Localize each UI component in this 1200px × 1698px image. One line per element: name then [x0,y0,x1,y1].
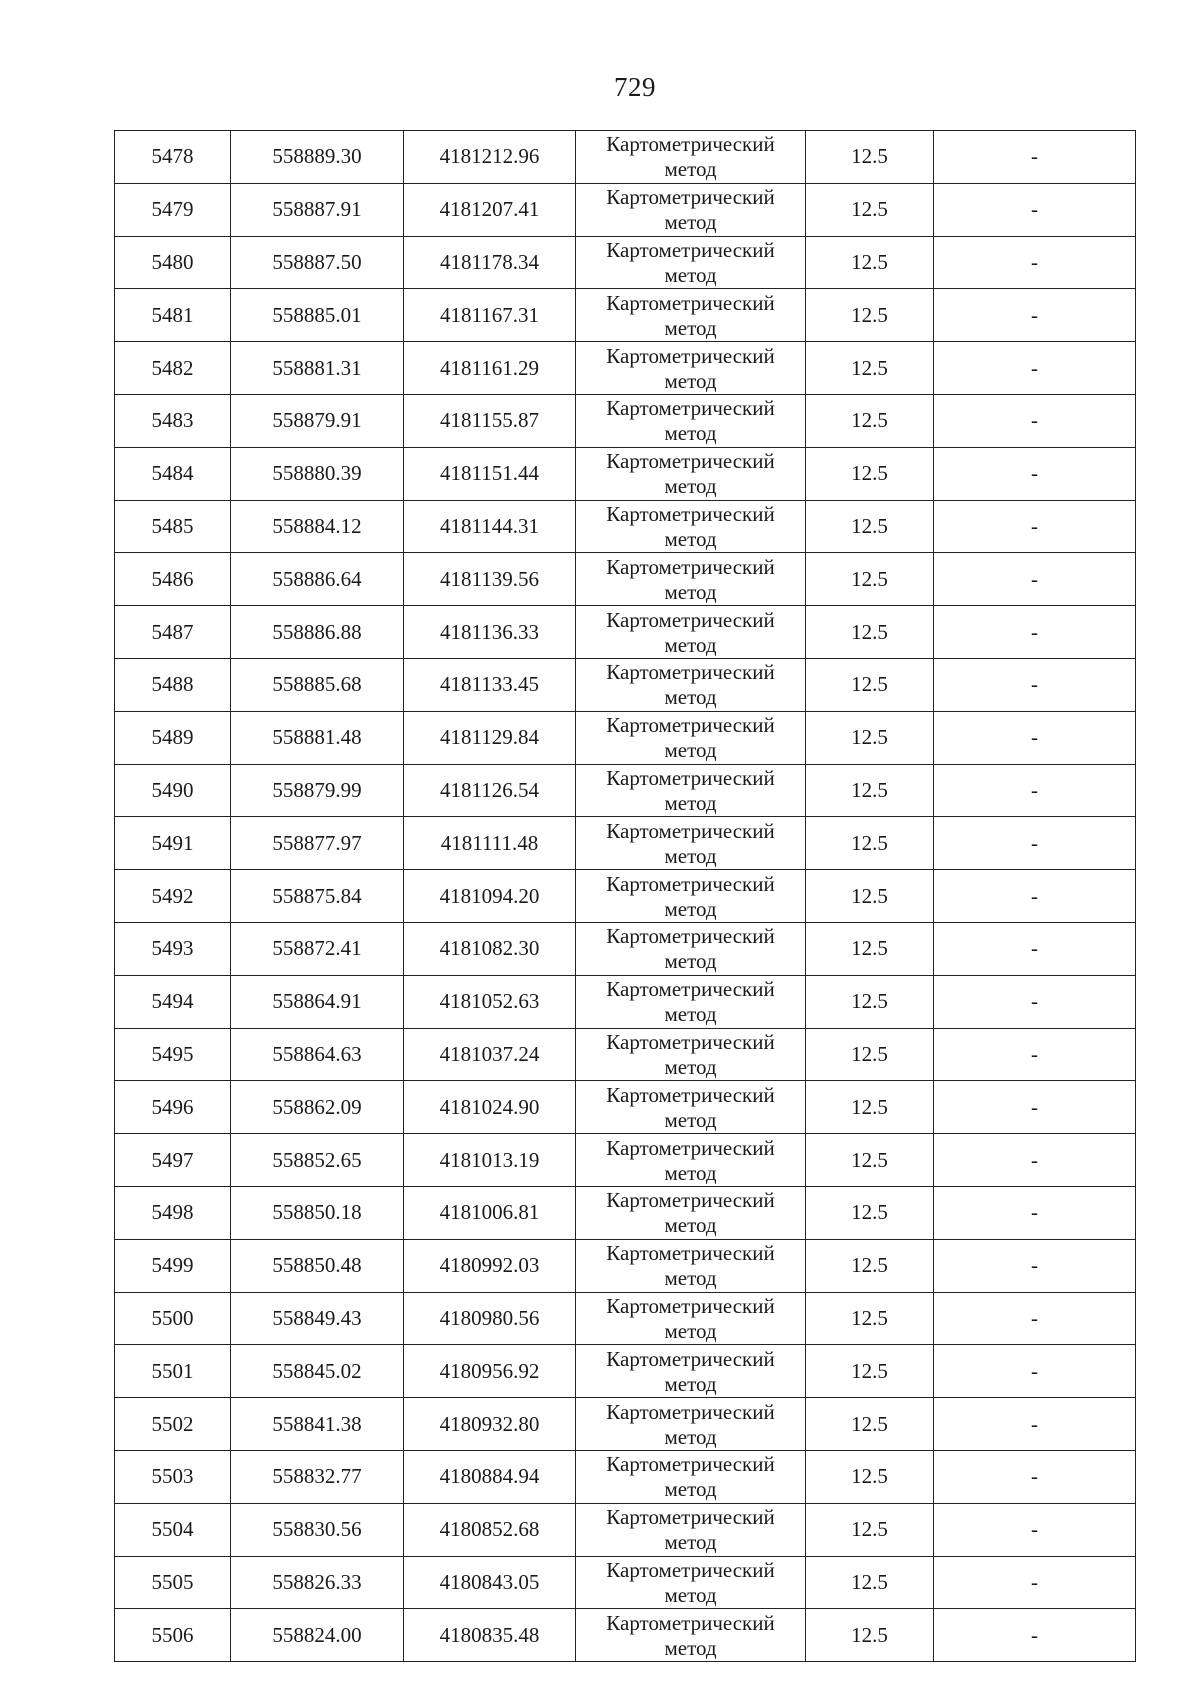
y-coordinate-cell: 4180992.03 [404,1239,576,1292]
method-line: метод [664,1530,717,1555]
accuracy-cell: 12.5 [806,289,934,342]
point-number-cell: 5497 [115,1134,231,1187]
y-coordinate-cell: 4181111.48 [404,817,576,870]
method-line: Картометрический [606,1610,775,1635]
y-coordinate-cell: 4181013.19 [404,1134,576,1187]
point-number-cell: 5492 [115,870,231,923]
y-coordinate-cell: 4181167.31 [404,289,576,342]
point-number-cell: 5483 [115,394,231,447]
accuracy-cell: 12.5 [806,1450,934,1503]
table-row [115,1609,1136,1662]
method-line: метод [664,632,717,657]
y-coordinate-cell: 4181126.54 [404,764,576,817]
method-line: метод [664,843,717,868]
accuracy-cell: 12.5 [806,1081,934,1134]
point-number-cell: 5502 [115,1398,231,1451]
x-coordinate-cell: 558864.91 [231,975,404,1028]
y-coordinate-cell: 4181161.29 [404,342,576,395]
y-coordinate-cell: 4180956.92 [404,1345,576,1398]
method-cell [576,1556,806,1609]
note-cell: - [934,447,1136,500]
method-cell [576,447,806,500]
method-line: Картометрический [606,237,775,262]
method-line: Картометрический [606,554,775,579]
table-row [115,500,1136,553]
point-number-cell: 5499 [115,1239,231,1292]
method-line: метод [664,1582,717,1607]
x-coordinate-cell: 558881.48 [231,711,404,764]
method-cell [576,658,806,711]
accuracy-cell: 12.5 [806,1556,934,1609]
method-cell [576,870,806,923]
method-cell [576,1609,806,1662]
point-number-cell: 5490 [115,764,231,817]
x-coordinate-cell: 558849.43 [231,1292,404,1345]
method-line: Картометрический [606,1505,775,1530]
method-cell [576,975,806,1028]
note-cell: - [934,1292,1136,1345]
method-cell [576,1345,806,1398]
method-line: Картометрический [606,871,775,896]
table-row [115,711,1136,764]
accuracy-cell: 12.5 [806,1503,934,1556]
method-cell [576,922,806,975]
note-cell: - [934,1345,1136,1398]
method-line: метод [664,526,717,551]
table-row [115,975,1136,1028]
table-row [115,606,1136,659]
accuracy-cell: 12.5 [806,1345,934,1398]
method-cell [576,1398,806,1451]
accuracy-cell: 12.5 [806,1609,934,1662]
point-number-cell: 5489 [115,711,231,764]
table-row [115,394,1136,447]
table-row [115,236,1136,289]
y-coordinate-cell: 4180980.56 [404,1292,576,1345]
accuracy-cell: 12.5 [806,1239,934,1292]
method-line: Картометрический [606,343,775,368]
method-line: метод [664,579,717,604]
x-coordinate-cell: 558886.88 [231,606,404,659]
y-coordinate-cell: 4181151.44 [404,447,576,500]
note-cell: - [934,817,1136,870]
method-line: метод [664,1371,717,1396]
method-cell [576,1239,806,1292]
method-cell [576,289,806,342]
note-cell: - [934,1134,1136,1187]
note-cell: - [934,658,1136,711]
note-cell: - [934,1556,1136,1609]
x-coordinate-cell: 558826.33 [231,1556,404,1609]
method-cell [576,1503,806,1556]
accuracy-cell: 12.5 [806,870,934,923]
point-number-cell: 5480 [115,236,231,289]
method-line: метод [664,262,717,287]
point-number-cell: 5479 [115,183,231,236]
method-line: метод [664,315,717,340]
table-row [115,1292,1136,1345]
table-row [115,658,1136,711]
y-coordinate-cell: 4181082.30 [404,922,576,975]
y-coordinate-cell: 4181094.20 [404,870,576,923]
x-coordinate-cell: 558889.30 [231,131,404,184]
accuracy-cell: 12.5 [806,342,934,395]
x-coordinate-cell: 558879.91 [231,394,404,447]
y-coordinate-cell: 4181207.41 [404,183,576,236]
y-coordinate-cell: 4181037.24 [404,1028,576,1081]
method-line: метод [664,210,717,235]
accuracy-cell: 12.5 [806,606,934,659]
table-row [115,289,1136,342]
table-row [115,553,1136,606]
method-cell [576,764,806,817]
method-cell [576,1134,806,1187]
method-cell [576,342,806,395]
method-line: метод [664,1477,717,1502]
method-line: метод [664,474,717,499]
x-coordinate-cell: 558850.18 [231,1186,404,1239]
method-line: метод [664,896,717,921]
y-coordinate-cell: 4181144.31 [404,500,576,553]
method-line: Картометрический [606,924,775,949]
point-number-cell: 5496 [115,1081,231,1134]
method-line: Картометрический [606,1029,775,1054]
y-coordinate-cell: 4181129.84 [404,711,576,764]
y-coordinate-cell: 4180852.68 [404,1503,576,1556]
method-line: метод [664,790,717,815]
method-cell [576,1450,806,1503]
method-line: Картометрический [606,977,775,1002]
method-line: метод [664,1054,717,1079]
note-cell: - [934,394,1136,447]
table-row [115,1398,1136,1451]
point-number-cell: 5485 [115,500,231,553]
method-cell [576,711,806,764]
method-line: метод [664,949,717,974]
method-line: Картометрический [606,185,775,210]
note-cell: - [934,1503,1136,1556]
method-line: метод [664,368,717,393]
method-line: Картометрический [606,1241,775,1266]
point-number-cell: 5493 [115,922,231,975]
page-number: 729 [614,72,656,102]
note-cell: - [934,553,1136,606]
method-line: Картометрический [606,818,775,843]
accuracy-cell: 12.5 [806,711,934,764]
method-cell [576,394,806,447]
note-cell: - [934,922,1136,975]
method-line: Картометрический [606,1293,775,1318]
x-coordinate-cell: 558884.12 [231,500,404,553]
method-line: Картометрический [606,1557,775,1582]
point-number-cell: 5494 [115,975,231,1028]
method-line: метод [664,1635,717,1660]
table-row [115,183,1136,236]
point-number-cell: 5478 [115,131,231,184]
note-cell: - [934,1239,1136,1292]
point-number-cell: 5488 [115,658,231,711]
x-coordinate-cell: 558864.63 [231,1028,404,1081]
accuracy-cell: 12.5 [806,500,934,553]
note-cell: - [934,1398,1136,1451]
method-line: Картометрический [606,765,775,790]
y-coordinate-cell: 4180932.80 [404,1398,576,1451]
y-coordinate-cell: 4181133.45 [404,658,576,711]
point-number-cell: 5481 [115,289,231,342]
y-coordinate-cell: 4181212.96 [404,131,576,184]
note-cell: - [934,1450,1136,1503]
x-coordinate-cell: 558832.77 [231,1450,404,1503]
x-coordinate-cell: 558881.31 [231,342,404,395]
method-line: Картометрический [606,607,775,632]
method-line: Картометрический [606,449,775,474]
method-cell [576,1081,806,1134]
point-number-cell: 5482 [115,342,231,395]
method-line: Картометрический [606,132,775,157]
y-coordinate-cell: 4180884.94 [404,1450,576,1503]
method-line: Картометрический [606,1346,775,1371]
table-row [115,1134,1136,1187]
method-cell [576,1028,806,1081]
note-cell: - [934,606,1136,659]
point-number-cell: 5491 [115,817,231,870]
table-row [115,1186,1136,1239]
method-line: Картометрический [606,1188,775,1213]
point-number-cell: 5500 [115,1292,231,1345]
table-row [115,764,1136,817]
x-coordinate-cell: 558862.09 [231,1081,404,1134]
x-coordinate-cell: 558887.91 [231,183,404,236]
y-coordinate-cell: 4181006.81 [404,1186,576,1239]
accuracy-cell: 12.5 [806,447,934,500]
point-number-cell: 5495 [115,1028,231,1081]
method-line: Картометрический [606,660,775,685]
accuracy-cell: 12.5 [806,553,934,606]
method-line: Картометрический [606,1082,775,1107]
accuracy-cell: 12.5 [806,1134,934,1187]
table-row [115,1556,1136,1609]
table-row [115,447,1136,500]
note-cell: - [934,870,1136,923]
table-row [115,922,1136,975]
table-row [115,1503,1136,1556]
point-number-cell: 5505 [115,1556,231,1609]
table-row [115,1345,1136,1398]
accuracy-cell: 12.5 [806,658,934,711]
note-cell: - [934,1186,1136,1239]
accuracy-cell: 12.5 [806,922,934,975]
method-line: метод [664,1318,717,1343]
note-cell: - [934,711,1136,764]
accuracy-cell: 12.5 [806,394,934,447]
accuracy-cell: 12.5 [806,1398,934,1451]
method-line: Картометрический [606,1399,775,1424]
method-cell [576,553,806,606]
accuracy-cell: 12.5 [806,236,934,289]
table-row [115,1081,1136,1134]
method-line: метод [664,1424,717,1449]
method-line: метод [664,1266,717,1291]
table-row [115,342,1136,395]
method-cell [576,1292,806,1345]
note-cell: - [934,764,1136,817]
method-cell [576,131,806,184]
method-line: метод [664,1160,717,1185]
table-row [115,870,1136,923]
y-coordinate-cell: 4181155.87 [404,394,576,447]
method-line: метод [664,1107,717,1132]
method-line: метод [664,421,717,446]
x-coordinate-cell: 558879.99 [231,764,404,817]
method-line: метод [664,1002,717,1027]
note-cell: - [934,289,1136,342]
note-cell: - [934,342,1136,395]
accuracy-cell: 12.5 [806,975,934,1028]
accuracy-cell: 12.5 [806,764,934,817]
note-cell: - [934,975,1136,1028]
note-cell: - [934,1609,1136,1662]
x-coordinate-cell: 558880.39 [231,447,404,500]
method-line: метод [664,738,717,763]
x-coordinate-cell: 558845.02 [231,1345,404,1398]
note-cell: - [934,1028,1136,1081]
x-coordinate-cell: 558885.01 [231,289,404,342]
note-cell: - [934,1081,1136,1134]
method-line: Картометрический [606,1135,775,1160]
table-row [115,1028,1136,1081]
x-coordinate-cell: 558887.50 [231,236,404,289]
accuracy-cell: 12.5 [806,183,934,236]
y-coordinate-cell: 4181024.90 [404,1081,576,1134]
x-coordinate-cell: 558841.38 [231,1398,404,1451]
method-line: Картометрический [606,396,775,421]
method-line: Картометрический [606,501,775,526]
x-coordinate-cell: 558886.64 [231,553,404,606]
x-coordinate-cell: 558852.65 [231,1134,404,1187]
table-row [115,1450,1136,1503]
x-coordinate-cell: 558872.41 [231,922,404,975]
x-coordinate-cell: 558875.84 [231,870,404,923]
method-line: Картометрический [606,290,775,315]
method-cell [576,817,806,870]
point-number-cell: 5504 [115,1503,231,1556]
y-coordinate-cell: 4181052.63 [404,975,576,1028]
x-coordinate-cell: 558830.56 [231,1503,404,1556]
method-line: метод [664,685,717,710]
table-row [115,1239,1136,1292]
method-cell [576,606,806,659]
table-row [115,131,1136,184]
y-coordinate-cell: 4181136.33 [404,606,576,659]
table-row [115,817,1136,870]
method-line: метод [664,1213,717,1238]
y-coordinate-cell: 4181139.56 [404,553,576,606]
note-cell: - [934,131,1136,184]
method-line: Картометрический [606,1452,775,1477]
note-cell: - [934,236,1136,289]
note-cell: - [934,183,1136,236]
x-coordinate-cell: 558877.97 [231,817,404,870]
y-coordinate-cell: 4180835.48 [404,1609,576,1662]
x-coordinate-cell: 558850.48 [231,1239,404,1292]
point-number-cell: 5498 [115,1186,231,1239]
x-coordinate-cell: 558885.68 [231,658,404,711]
y-coordinate-cell: 4181178.34 [404,236,576,289]
point-number-cell: 5506 [115,1609,231,1662]
accuracy-cell: 12.5 [806,1186,934,1239]
point-number-cell: 5487 [115,606,231,659]
method-line: Картометрический [606,713,775,738]
method-line: метод [664,157,717,182]
method-cell [576,500,806,553]
accuracy-cell: 12.5 [806,1028,934,1081]
method-cell [576,1186,806,1239]
coordinates-table-body [115,131,1136,1662]
accuracy-cell: 12.5 [806,817,934,870]
point-number-cell: 5484 [115,447,231,500]
method-cell [576,183,806,236]
point-number-cell: 5486 [115,553,231,606]
point-number-cell: 5503 [115,1450,231,1503]
note-cell: - [934,500,1136,553]
coordinates-table [114,130,1136,1662]
y-coordinate-cell: 4180843.05 [404,1556,576,1609]
accuracy-cell: 12.5 [806,1292,934,1345]
x-coordinate-cell: 558824.00 [231,1609,404,1662]
point-number-cell: 5501 [115,1345,231,1398]
accuracy-cell: 12.5 [806,131,934,184]
method-cell [576,236,806,289]
